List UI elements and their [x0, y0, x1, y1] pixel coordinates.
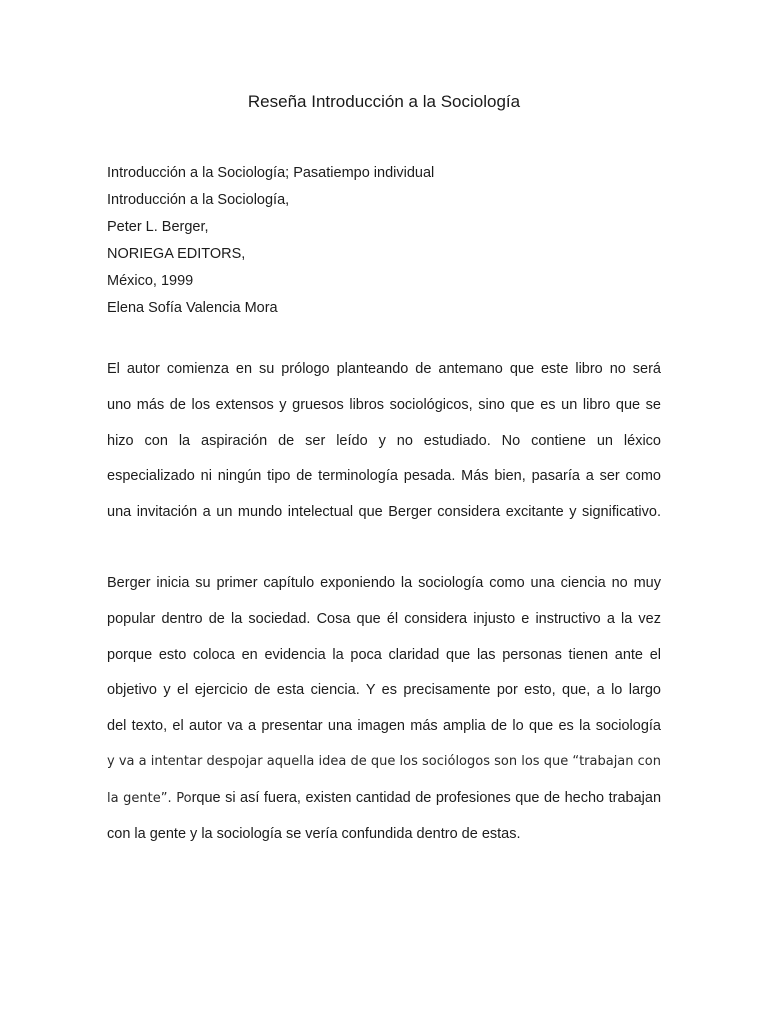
- document-title: Reseña Introducción a la Sociología: [247, 92, 521, 111]
- paragraph-line: especializado ni ningún tipo de terminología pesada. Más bien, pasaría a ser como: [107, 468, 661, 485]
- paragraph-line: popular dentro de la sociedad. Cosa que él considera injusto e instructivo a la vez: [107, 610, 661, 627]
- author-line: Peter L. Berger,: [107, 219, 209, 235]
- paragraph-line: del texto, el autor va a presentar una imagen más amplia de lo que es la sociología: [107, 718, 661, 735]
- paragraph-line: y va a intentar despojar aquella idea de que los sociólogos son los que “trabajan con: [107, 753, 661, 769]
- paragraph-line: con la gente y la sociología se vería confundida dentro de estas.: [107, 825, 521, 842]
- paragraph-line: hizo con la aspiración de ser leído y no estudiado. No contiene un léxico: [107, 432, 661, 449]
- paragraph-2: [107, 571, 661, 857]
- paragraph-fragment: rque si así fuera, existen cantidad de profesiones que de hecho trabajan: [191, 789, 661, 806]
- paragraph-line: uno más de los extensos y gruesos libros sociológicos, sino que es un libro que se: [107, 396, 661, 413]
- paragraph-line: El autor comienza en su prólogo planteando de antemano que este libro no será: [107, 361, 661, 377]
- reviewer-line: Elena Sofía Valencia Mora: [107, 300, 278, 316]
- paragraph-line: una invitación a un mundo intelectual que Berger considera excitante y significativo.: [107, 504, 661, 521]
- paragraph-line: Berger inicia su primer capítulo exponiendo la sociología como una ciencia no muy: [107, 575, 661, 591]
- paragraph-line-mixed: [107, 786, 661, 822]
- book-title-line: Introducción a la Sociología,: [107, 192, 290, 208]
- paragraph-fragment: la gente”. Po: [107, 790, 192, 806]
- book-subtitle-line: Introducción a la Sociología; Pasatiempo individual: [107, 165, 435, 181]
- paragraph-1: [107, 357, 661, 536]
- bibliographic-info: [107, 161, 667, 323]
- place-year-line: México, 1999: [107, 273, 194, 289]
- paragraph-line: objetivo y el ejercicio de esta ciencia. Y es precisamente por esto, que, a lo largo: [107, 682, 661, 699]
- publisher-line: NORIEGA EDITORS,: [107, 246, 246, 262]
- paragraph-line: porque esto coloca en evidencia la poca claridad que las personas tienen ante el: [107, 646, 661, 663]
